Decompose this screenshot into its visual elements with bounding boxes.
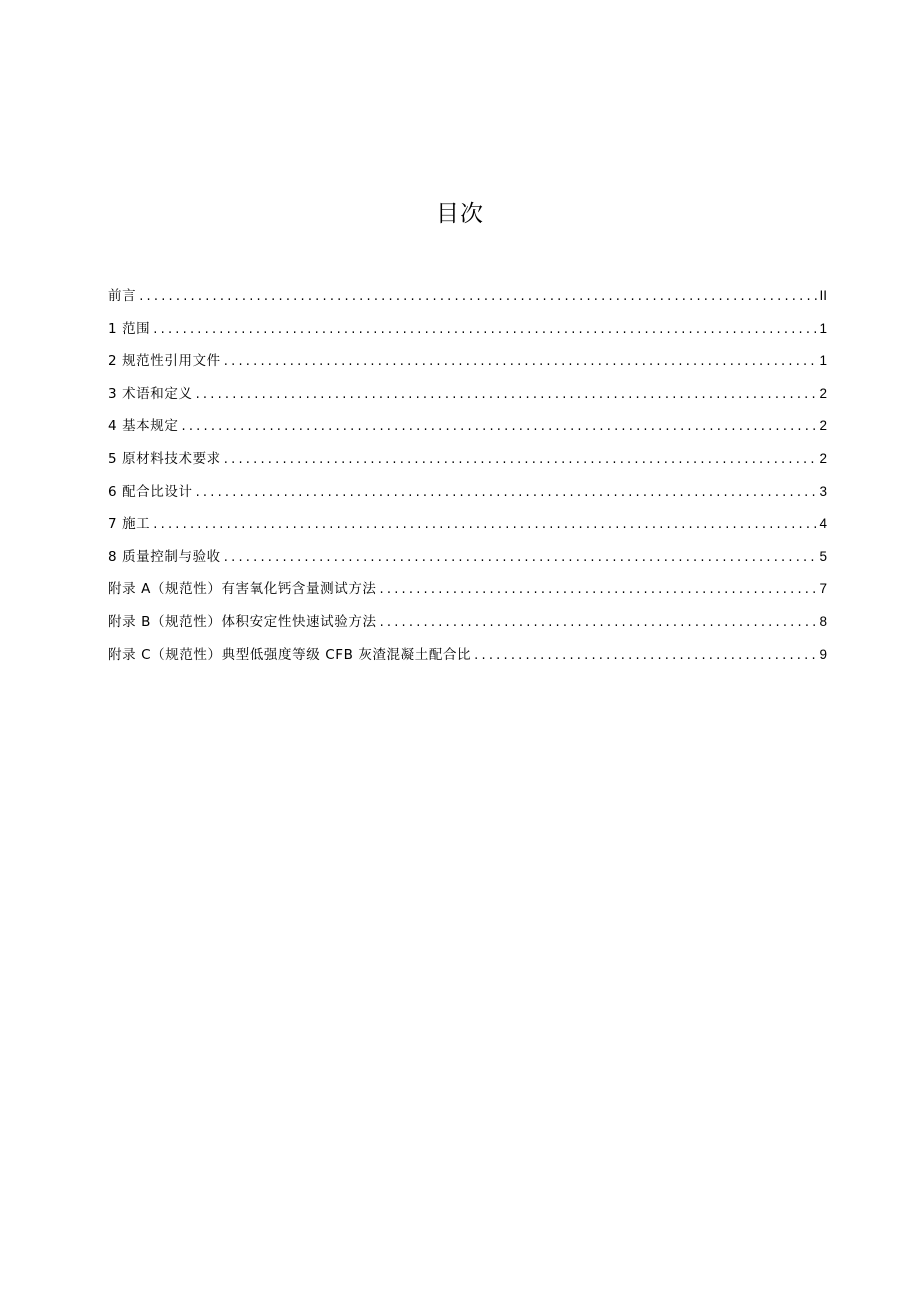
toc-leader-dots xyxy=(139,284,817,310)
toc-entry-label: 附录 C（规范性）典型低强度等级 CFB 灰渣混凝土配合比 xyxy=(108,646,472,663)
toc-page-number: 1 xyxy=(819,353,827,369)
toc-leader-dots xyxy=(474,643,817,669)
toc-entry-label: 4 基本规定 xyxy=(108,418,179,435)
toc-page-number: 1 xyxy=(819,320,827,336)
toc-entry-terms-definitions[interactable] xyxy=(108,381,827,414)
toc-entry-label: 2 规范性引用文件 xyxy=(108,353,221,370)
toc-entry-label: 附录 B（规范性）体积安定性快速试验方法 xyxy=(108,613,377,630)
toc-leader-dots xyxy=(196,382,818,408)
toc-page-number: 2 xyxy=(819,418,827,434)
toc-page-number: 8 xyxy=(819,613,827,629)
toc-entry-label: 8 质量控制与验收 xyxy=(108,548,221,565)
toc-leader-dots xyxy=(153,512,817,538)
toc-leader-dots xyxy=(380,577,818,603)
toc-entry-label: 5 原材料技术要求 xyxy=(108,450,221,467)
toc-entry-appendix-c[interactable] xyxy=(108,642,827,675)
toc-entry-label: 附录 A（规范性）有害氧化钙含量测试方法 xyxy=(108,581,377,598)
toc-page-number: II xyxy=(819,288,827,303)
toc-entry-label: 1 范围 xyxy=(108,320,151,337)
toc-entry-construction[interactable] xyxy=(108,511,827,544)
toc-page-number: 2 xyxy=(819,450,827,466)
toc-page-number: 3 xyxy=(819,483,827,499)
toc-leader-dots xyxy=(196,480,818,506)
toc-leader-dots xyxy=(224,349,818,375)
page-title: 目次 xyxy=(436,201,484,227)
toc-page-number: 2 xyxy=(819,385,827,401)
toc-page-number: 9 xyxy=(819,646,827,662)
toc-entry-foreword[interactable] xyxy=(108,283,827,316)
toc-entry-label: 前言 xyxy=(108,288,137,304)
toc-leader-dots xyxy=(181,414,817,440)
toc-page-number: 4 xyxy=(819,516,827,532)
toc-leader-dots xyxy=(380,610,818,636)
toc-entry-basic-provisions[interactable] xyxy=(108,413,827,446)
toc-leader-dots xyxy=(153,317,817,343)
toc-entry-label: 7 施工 xyxy=(108,516,151,533)
toc-entry-normative-references[interactable] xyxy=(108,348,827,381)
toc-entry-label: 6 配合比设计 xyxy=(108,483,193,500)
toc-leader-dots xyxy=(224,447,818,473)
toc-entry-scope[interactable] xyxy=(108,316,827,349)
toc-entry-mix-design[interactable] xyxy=(108,479,827,512)
toc-entry-label: 3 术语和定义 xyxy=(108,385,193,402)
toc-entry-raw-material-requirements[interactable] xyxy=(108,446,827,479)
toc-page-number: 7 xyxy=(819,581,827,597)
table-of-contents xyxy=(108,283,827,674)
toc-entry-appendix-b[interactable] xyxy=(108,609,827,642)
toc-page-number: 5 xyxy=(819,548,827,564)
toc-leader-dots xyxy=(224,545,818,571)
toc-entry-quality-control[interactable] xyxy=(108,544,827,577)
toc-entry-appendix-a[interactable] xyxy=(108,576,827,609)
